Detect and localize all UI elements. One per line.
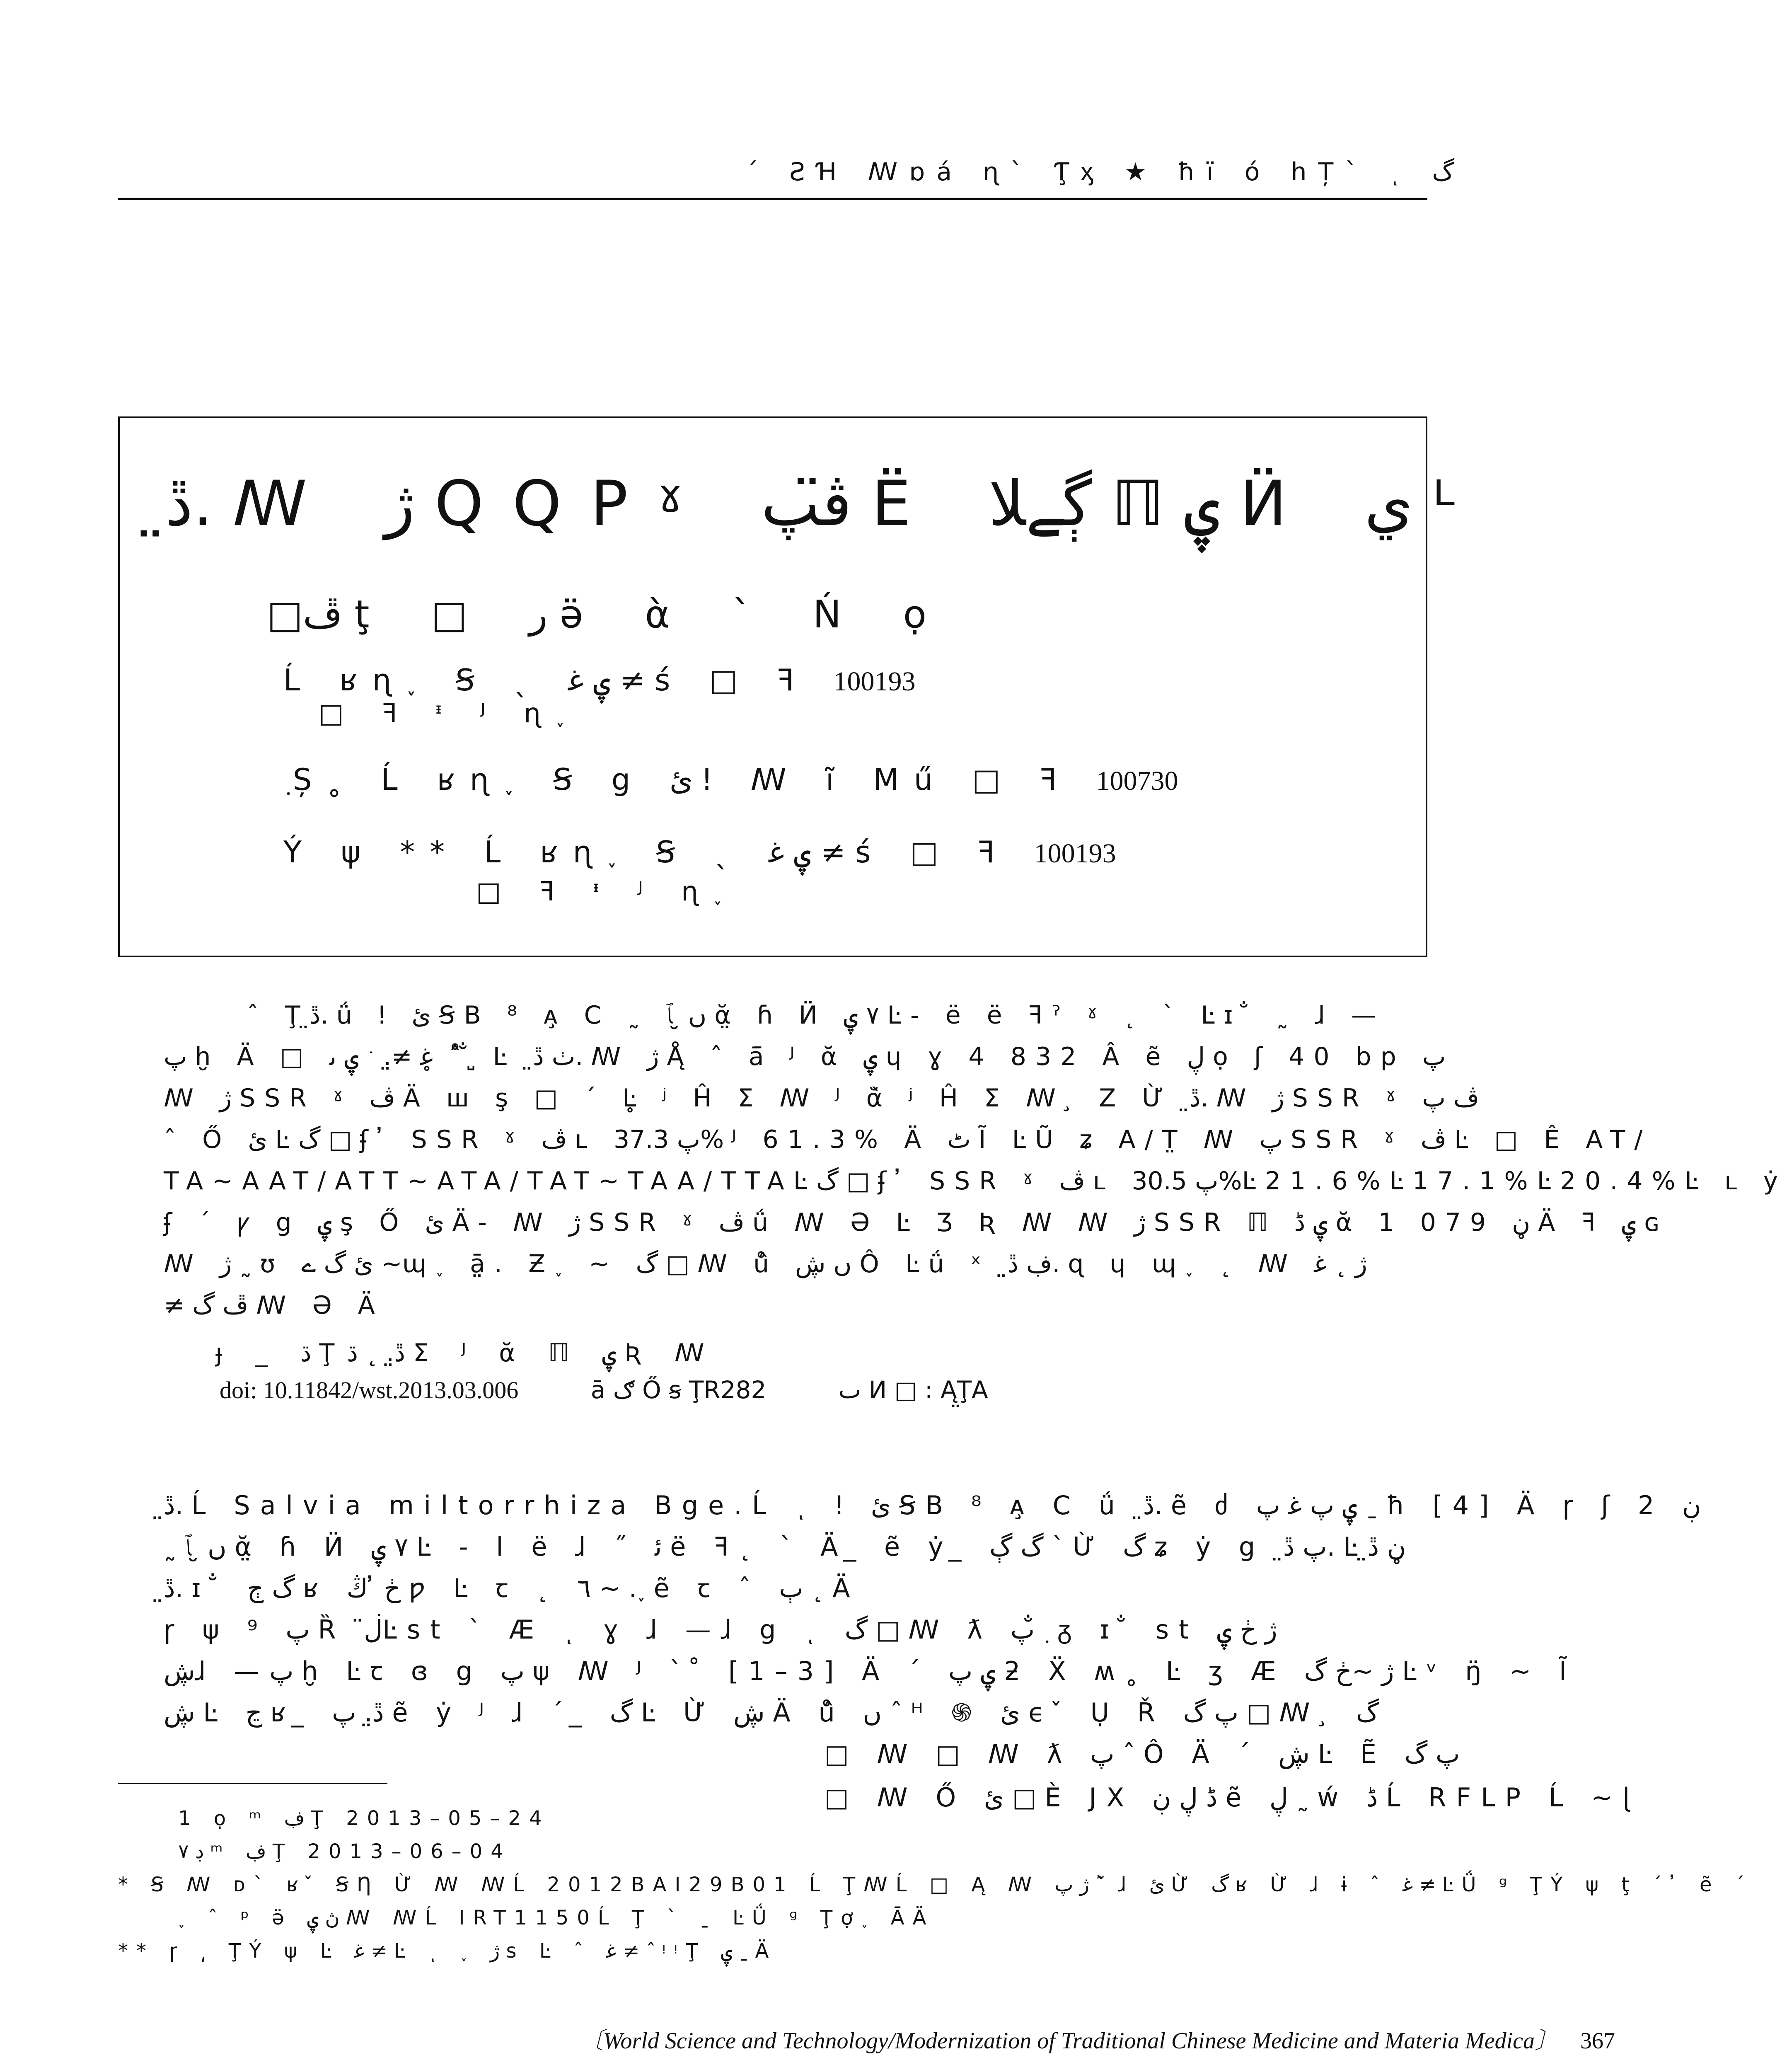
affiliation-3-name: Ý ψ ** Ĺ ʁɳ˯ Ꞩ ˎ ۑ ﻏ ≠ ś □ ꟻ [283,835,1010,869]
author-names: □ڦ ţ □ ر ə̈ ὰ ˋ Ń ọ [267,592,952,637]
body-line-1: ڐ̤. Ĺ Salvia miltorrhiza Bge.Ĺ ͺ ǃ ئ ꞨB ⁸ ᴀ̧ C ǘ ڐ̤. ẽ ძ ۑ پ ﻏ پ ˍ ħ [4] Ä ɼ ʃ 2 ڹ [164,1490,1701,1520]
title-box [118,416,1484,957]
abstract-line-2: پ ḫ Ä □ ﻏ ≠̤. ﮲ ۑ ﯨ ̥ ˚ ̂ ̐ ̺ Ŀ ٺ ڐ̤. ꟿ ژ Ą̊ ˆ ā̄ ᴶ ᾰ ۑ ɥ ɣ 4 832 Â ẽ ڸ ọ ʃ 40 bp پ [164,1042,1446,1071]
affiliation-2 [283,762,1178,798]
journal-name: 〔World Science and Technology/Modernization of Traditional Chinese Medicine and Materia Medica〕 [580,2028,1558,2054]
body-line-5: ڜɺ —پ ḫ Ŀꞇ ɞ ց پ ψ ꟿ ᴶ ˋ ̊ [1–3] Ä ˊ ۑ پ ƻ Ẍ ʍ˳ Ŀ ʒ Æ ژ ~ڂ گ Ŀᵛ ŋ̈ ~ Ĩ [164,1656,1577,1686]
footnote-funding-2: ˯ ˆ ᵖ ə̈ ڽ ۑ ꟿ ꟿĹ IRT1150Ĺ Ţ ˋ ˍ ĿǗ ᵍ Ţợ˯ ᾹÄ [178,1906,935,1929]
abstract-line-8: ≠ ڦ گ ꟿ Ə Ä [164,1291,384,1320]
footnote-received: 1 ọ ᵐ ڣ Ţ 2013–05–24 [178,1807,550,1830]
affiliation-3 [283,835,1116,869]
header-rule [118,198,1427,200]
footnote-funding-1: * Ꞩ ꟿ ᴅˋ ʁ ̌ ꞨȠ Ừ ꟿ ꟿĹ 2012BAI29B01 Ĺ ŢꟿĹ □ Ą ꟿ ژ پ ˋ ̃ ɺ ئ Ừ گ ʁ Ừ ɺ ɨ ˆ ﻏ ≠ ĿǗ ᵍ ŢÝ ψ ţ ˊ ̓ ẽ ˊ [118,1873,1753,1896]
body-line-2: ˷ ں ̮ ﭑ ᾰ̤ ɦ Ӥ ٧ ۑ Ŀ - l ë ɺ ˝ ﺋ ë ꟻ˛ ˋ Ä ̲ ẽ ẏ ̲ گ ڳ ˋ Ừ گ ʑ ẏ ց پ ڐ̤. Ŀڼ ڐ̤ [164,1532,1406,1562]
doi-line [220,1376,1054,1404]
keywords: ɟ _ ڌ Ţڐ̤. ˛ ڌ Σ ᴶ ᾰ ℿ ۑ Ʀ ꟿ [215,1339,717,1368]
body-line-6: ڜ Ŀ ڃ ʁ ̲ ڐ̤. پ ẽ ẏ ᴶ ɺ ˊ ̲ گ Ŀ Ừ ڜ Ä ů̂ ں ˆ ᴴ ֍ ئ ϵ ̌ Ụ Ř پ گ □ ꟿ ̧ گ [164,1697,1379,1728]
document-code: ٮ И □ : Ą̤ŢA [838,1376,988,1404]
abstract-line-1: ˆ Ţڐ̤. ǘ ǃ ئ ꞨB ⁸ ᴀ̧ C ˷ ں ̮ ﭑ ᾰ̤ ɦ Ӥ ٧ ۑ Ŀ- ë ë ꟻˀ ˠ ˛ ˋ Ŀɪ ̐ ˷ ɺ — [247,1001,1386,1030]
abstract-line-5: TA~AAT/ATT~ATA/TAT~TAA/TTAĿگ □ ʄ ̓ SSR ˠ ڤ ʟ پ 30.5%Ŀ21.6%Ŀ17.1%Ŀ20.4%Ŀ ʟ ẏ [164,1167,1787,1196]
body-line-8: □ ꟿ Ő ئ □ È JX ڈ ڸ ڹ ẽ ڸ ˷ ẃ ڈ Ĺ RFLP Ĺ ~ɭ [825,1782,1640,1813]
abstract-line-4: ˆ Ő ئ Ŀگ □ ʄ ̓ SSR ˠ ڤ ʟ پ 37.3% ᴶ 61.3% Ä ٹ Ĩ ĿŨ ʑ A/T̤ ꟿ پ SSR ˠ ڤ Ŀ □ Ê AT/ [164,1125,1652,1154]
journal-footer [580,2022,1615,2055]
footnote-revised: ڊ ٧ ᵐ ڣ Ţ 2013–06–04 [178,1840,512,1863]
affiliation-1-sub: □ ꟻ ᶧ ᴶ ɳ˯ [319,698,580,729]
abstract-line-6: ʄ ˊ ꝩ ց ۑ ş Ő ئ Ä- ꟿ ژ SSR ˠ ڤ ǘ ꟿ Ə Ŀ Ʒ Ʀ ꟿ ꟿ ژ SSR ℿ ۑ ڈ ᾰ 1 079 ڼ Ä ꟻ ۑ ɢ [164,1208,1669,1237]
affiliation-1 [283,663,915,697]
body-line-3: ڐ̤. ɪ ̐ گ ڄ ʁ ڂ ̓ ڭ ƿ Ŀ ꞇ ˛ ٦ ~ .˯ ẽ ꞇ ˆ ٻ ˛ Ä [164,1573,860,1603]
abstract-line-7: ꟿ ژ ˷ ʊ ئ گ ے ~ɰ˯ ā̤. Ƶ˯ ~ گ □ ꟿ ů̂ ں ڜ Ô Ŀǘ ˣ ڣ ڐ̤. ɋ ɥ ɰ˯ ˛ ꟿ ژ ˛ ﻏ [164,1249,1367,1278]
affiliation-1-name: Ĺ ʁɳ˯ Ꞩ ˎ ۑ ﻏ ≠ ś □ ꟻ [283,663,809,697]
body-line-7: □ ꟿ □ ꟿ ƛ پ ˆ Ô Ä ˊ ڜ Ŀ Ẽ پ گ [825,1739,1460,1769]
article-title: ڐ̤. ꟿ ژ QQPˠ ڤ̈پ Ë ڳےﻼ ℿ ۑ Ӥ ي ᴸ [165,468,1484,540]
affiliation-3-postcode: 100193 [1034,838,1116,869]
footnote-corresponding: ** ɼ ͵ ŢÝ ψ Ŀ ﻏ ≠ Ŀ ͺ ˯ ژ s Ŀ ˆ ﻏ ≠ ˆ ᵎᵎŢ ۑ ˍ Ä [118,1939,777,1963]
page-number: 367 [1580,2028,1615,2054]
running-header: ˊ ƧꞪ ꟿɒá ɳˋ Ƭ̧ᶍ ★ ħï ó hȚˋ ͺ گ [746,157,1455,186]
clc-number: ā ګ Ő ꞩ ŢR282 [590,1376,767,1404]
doi: doi: 10.11842/wst.2013.03.006 [220,1377,519,1404]
footnote-rule [118,1783,387,1784]
affiliation-1-postcode: 100193 [833,666,916,697]
affiliation-2-name: ٜ Ș˳ Ĺ ʁɳ˯ Ꞩ ց ئ ǃ ꟿ ĩ Mű □ ꟻ [283,762,1072,797]
abstract-line-3: ꟿ ژ SSR ˠ ڤ Ä ꟺ ş □ ˊ Ŀ̥ ʲ Ĥ Σ ꟿ ᴶ ᾰ̀ ʲ Ĥ Σ ꟿ ̧ Z Ừ ڐ̤. ꟿ ژ SSR ˠ ڤ پ [164,1084,1480,1113]
body-line-4: ɼ ψ ⁹ پ Ȑ ڶ̈Ŀst ˋ Æ ͺ ɣ ɺ —ɺ ց ͺ گ □ ꟿ ƛ پ ̐ ٜ ᵹ ɪ ̐ st ژ ڂ ۑ [164,1615,1277,1645]
affiliation-3-sub: □ ꟻ ᶧ ᴶ ɳ˯ [476,876,737,907]
affiliation-2-postcode: 100730 [1096,766,1178,796]
